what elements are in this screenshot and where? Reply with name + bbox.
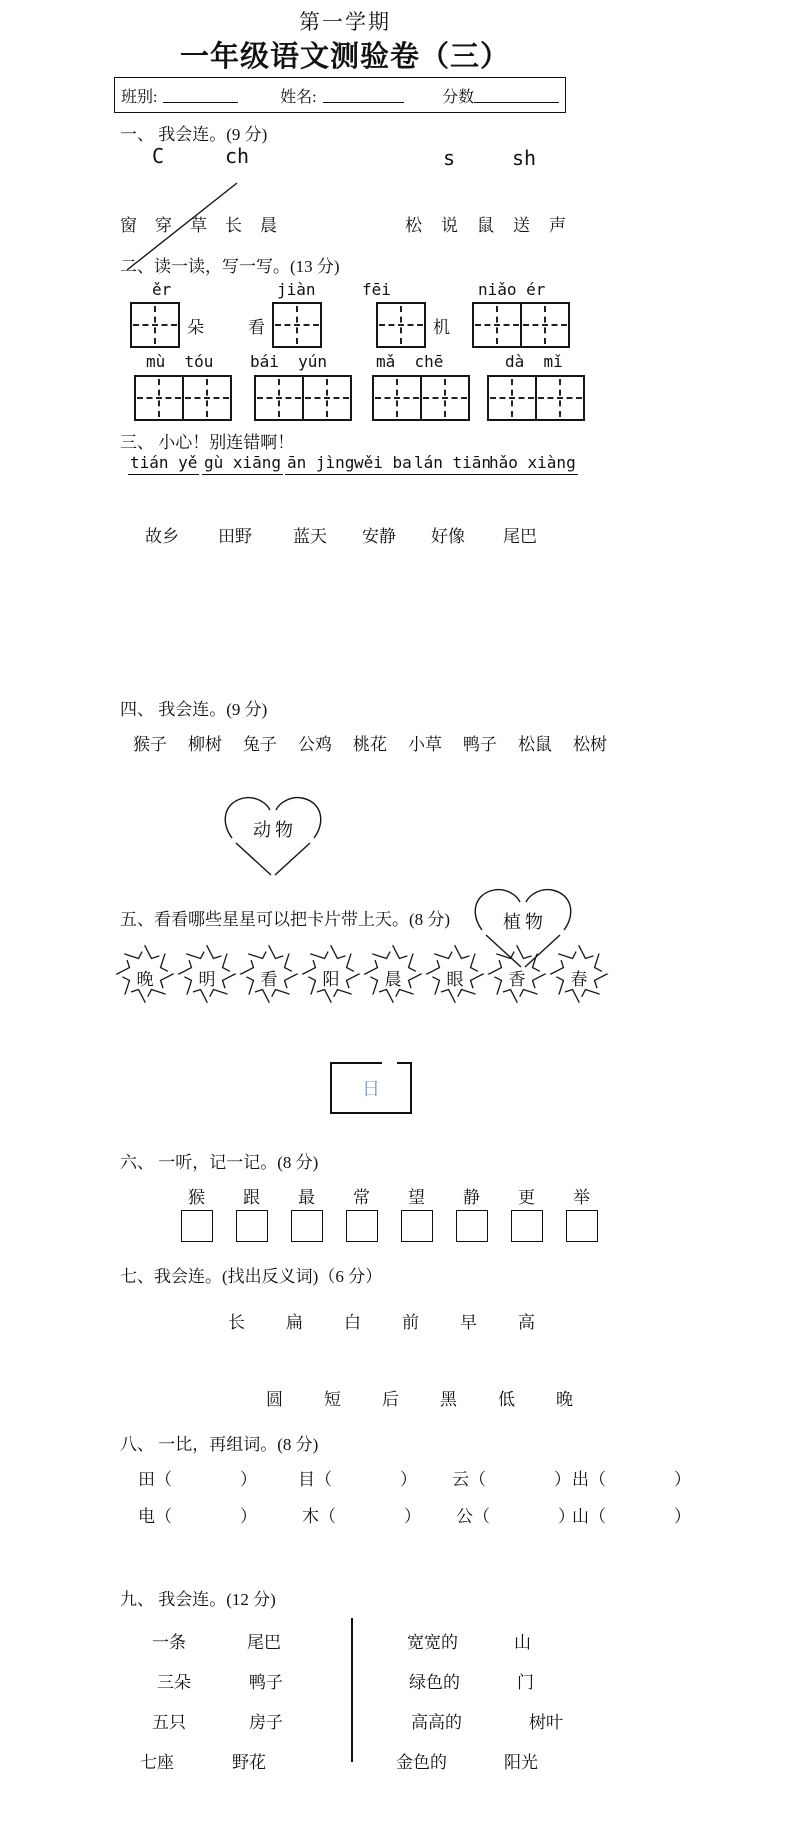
- noun-word: 阳光: [504, 1753, 538, 1772]
- star-char: 眼: [446, 970, 464, 989]
- initial-sh: sh: [512, 146, 537, 170]
- answer-blank[interactable]: （ ）: [315, 1470, 417, 1489]
- word: 蓝天: [293, 527, 327, 546]
- student-info-box: [114, 77, 566, 113]
- noun-word: 山: [514, 1633, 531, 1652]
- star-card: [488, 940, 546, 1010]
- noun-word: 鸭子: [249, 1673, 283, 1692]
- noun-word: 门: [517, 1673, 534, 1692]
- writing-grid[interactable]: [134, 375, 232, 421]
- writing-grid[interactable]: [130, 302, 180, 348]
- char: 白: [344, 1313, 361, 1332]
- class-label: 班别:: [121, 88, 158, 106]
- char: 高: [518, 1313, 535, 1332]
- writing-grid[interactable]: [376, 302, 426, 348]
- star-char: 看: [260, 970, 278, 989]
- group-label: 动物: [253, 820, 297, 840]
- count-word: 三朵: [157, 1673, 191, 1692]
- char: 长: [225, 216, 242, 235]
- answer-blank[interactable]: （ ）: [155, 1507, 257, 1526]
- group-label: 植物: [503, 912, 547, 932]
- word: 田野: [218, 527, 252, 546]
- compare-group[interactable]: [572, 1502, 691, 1527]
- answer-box[interactable]: [291, 1210, 323, 1242]
- box-gap: [382, 1062, 397, 1064]
- star-char: 春: [570, 970, 588, 989]
- write-group: [130, 302, 204, 348]
- noun-word: 野花: [232, 1753, 266, 1772]
- pinyin-word: tián yě: [128, 453, 199, 475]
- section-3-heading: 三、 小心！别连错啊！: [120, 433, 295, 452]
- answer-box[interactable]: [181, 1210, 213, 1242]
- section-1-heading: 一、 我会连。(9 分): [120, 125, 268, 144]
- term-title: 第一学期: [299, 10, 391, 34]
- char: 长: [228, 1313, 245, 1332]
- pinyin: bái yún: [250, 352, 328, 371]
- noun-word: 尾巴: [247, 1633, 281, 1652]
- adj-word: 绿色的: [409, 1673, 460, 1692]
- s1-chars-left: [120, 211, 277, 236]
- char: 更: [518, 1188, 535, 1207]
- given-char: 机: [433, 317, 450, 337]
- write-group: [248, 302, 322, 348]
- writing-grid[interactable]: [472, 302, 570, 348]
- writing-grid[interactable]: [254, 375, 352, 421]
- initial-ch: ch: [225, 144, 250, 168]
- word: 安静: [362, 527, 396, 546]
- answer-box[interactable]: [456, 1210, 488, 1242]
- char: 送: [513, 216, 530, 235]
- class-blank[interactable]: [163, 87, 238, 103]
- s7-row1: [228, 1308, 535, 1333]
- adj-word: 金色的: [396, 1753, 447, 1772]
- s6-answer-boxes: [181, 1210, 598, 1242]
- char: 鼠: [477, 216, 494, 235]
- star-char: 晨: [384, 970, 402, 989]
- compare-group[interactable]: [138, 1465, 257, 1490]
- char: 静: [463, 1188, 480, 1207]
- star-card: [550, 940, 608, 1010]
- char: 木: [302, 1507, 319, 1526]
- answer-blank[interactable]: （ ）: [473, 1507, 575, 1526]
- score-blank[interactable]: [474, 87, 559, 103]
- answer-blank[interactable]: （ ）: [319, 1507, 421, 1526]
- section-2-heading: 二、读一读，写一写。(13 分): [120, 257, 340, 276]
- char: 举: [573, 1188, 590, 1207]
- writing-grid[interactable]: [487, 375, 585, 421]
- pinyin-word: hǎo xiàng: [487, 453, 578, 475]
- char: 低: [498, 1390, 515, 1409]
- count-word: 五只: [152, 1713, 186, 1732]
- char: 山: [572, 1507, 589, 1526]
- word: 尾巴: [503, 527, 537, 546]
- star-card: [364, 940, 422, 1010]
- char: 晨: [260, 216, 277, 235]
- section-8-heading: 八、 一比，再组词。(8 分): [120, 1435, 319, 1454]
- given-char: 朵: [187, 317, 204, 337]
- answer-box[interactable]: [511, 1210, 543, 1242]
- pinyin-word: lán tiān: [412, 453, 493, 475]
- char: 望: [408, 1188, 425, 1207]
- compare-group[interactable]: [302, 1502, 421, 1527]
- section-9-heading: 九、 我会连。(12 分): [120, 1590, 276, 1609]
- char: 窗: [120, 216, 137, 235]
- compare-group[interactable]: [456, 1502, 575, 1527]
- word: 鸭子: [463, 735, 497, 754]
- sun-base-box[interactable]: [330, 1062, 412, 1114]
- pinyin: niǎo ér: [478, 280, 546, 299]
- char: 说: [441, 216, 458, 235]
- star-char: 香: [508, 970, 526, 989]
- char: 猴: [188, 1188, 205, 1207]
- pinyin-word: ān jìng: [285, 453, 356, 475]
- pinyin: dà mǐ: [505, 352, 563, 371]
- char: 草: [190, 216, 207, 235]
- char: 常: [353, 1188, 370, 1207]
- char: 黑: [440, 1390, 457, 1409]
- count-word: 七座: [140, 1753, 174, 1772]
- char: 目: [298, 1470, 315, 1489]
- write-group: [472, 302, 570, 348]
- star-card: [426, 940, 484, 1010]
- compare-group[interactable]: [452, 1465, 571, 1490]
- base-char: 日: [362, 1079, 380, 1099]
- star-card: [240, 940, 298, 1010]
- word: 故乡: [145, 527, 179, 546]
- word: 小草: [408, 735, 442, 754]
- word: 好像: [431, 527, 465, 546]
- char: 穿: [155, 216, 172, 235]
- write-group: [376, 302, 450, 348]
- char: 声: [549, 216, 566, 235]
- given-char: 看: [248, 317, 265, 337]
- s4-words: [133, 730, 607, 755]
- answer-box[interactable]: [346, 1210, 378, 1242]
- char: 公: [456, 1507, 473, 1526]
- pinyin: fēi: [362, 280, 391, 299]
- name-label: 姓名:: [280, 88, 317, 106]
- count-word: 一条: [152, 1633, 186, 1652]
- char: 扁: [286, 1313, 303, 1332]
- char: 圆: [266, 1390, 283, 1409]
- pinyin: jiàn: [277, 280, 316, 299]
- score-label: 分数: [442, 88, 475, 106]
- word: 松树: [573, 735, 607, 754]
- pinyin-word: gù xiāng: [202, 453, 283, 475]
- pinyin-word: wěi ba: [352, 453, 414, 475]
- s6-chars: [188, 1183, 590, 1208]
- s7-row2: [266, 1385, 573, 1410]
- star-char: 晚: [136, 970, 154, 989]
- answer-box[interactable]: [566, 1210, 598, 1242]
- char: 早: [460, 1313, 477, 1332]
- pinyin: ěr: [152, 280, 172, 299]
- initial-c: C: [152, 144, 165, 168]
- char: 电: [138, 1507, 155, 1526]
- noun-word: 房子: [249, 1713, 283, 1732]
- s1-chars-right: [405, 211, 566, 236]
- char: 松: [405, 216, 422, 235]
- section-6-heading: 六、 一听，记一记。(8 分): [120, 1153, 319, 1172]
- word: 兔子: [243, 735, 277, 754]
- char: 前: [402, 1313, 419, 1332]
- section-7-heading: 七、我会连。(找出反义词)（6 分）: [120, 1267, 383, 1286]
- char: 出: [572, 1470, 589, 1489]
- word: 桃花: [353, 735, 387, 754]
- column-divider: [351, 1618, 353, 1762]
- char: 后: [382, 1390, 399, 1409]
- word: 公鸡: [298, 735, 332, 754]
- compare-group[interactable]: [572, 1465, 691, 1490]
- answer-blank[interactable]: （ ）: [469, 1470, 571, 1489]
- noun-word: 树叶: [529, 1713, 563, 1732]
- char: 短: [324, 1390, 341, 1409]
- star-char: 阳: [322, 970, 340, 989]
- page-title: 一年级语文测验卷（三）: [179, 41, 510, 73]
- pinyin: mù tóu: [146, 352, 214, 371]
- word: 猴子: [133, 735, 167, 754]
- star-row: [116, 940, 608, 1010]
- writing-grid[interactable]: [372, 375, 470, 421]
- word: 柳树: [188, 735, 222, 754]
- compare-group[interactable]: [298, 1465, 417, 1490]
- word: 松鼠: [518, 735, 552, 754]
- char: 最: [298, 1188, 315, 1207]
- name-blank[interactable]: [323, 87, 404, 103]
- compare-group[interactable]: [138, 1502, 257, 1527]
- section-5-heading: 五、看看哪些星星可以把卡片带上天。(8 分): [120, 910, 451, 929]
- writing-grid[interactable]: [272, 302, 322, 348]
- answer-blank[interactable]: （ ）: [589, 1507, 691, 1526]
- animals-group: [218, 788, 328, 880]
- star-card: [116, 940, 174, 1010]
- char: 云: [452, 1470, 469, 1489]
- answer-blank[interactable]: （ ）: [155, 1470, 257, 1489]
- star-char: 明: [198, 970, 216, 989]
- adj-word: 高高的: [411, 1713, 462, 1732]
- char: 田: [138, 1470, 155, 1489]
- answer-box[interactable]: [236, 1210, 268, 1242]
- char: 晚: [556, 1390, 573, 1409]
- char: 跟: [243, 1188, 260, 1207]
- initial-s: s: [443, 146, 456, 170]
- adj-word: 宽宽的: [407, 1633, 458, 1652]
- pinyin: mǎ chē: [376, 352, 444, 371]
- star-card: [302, 940, 360, 1010]
- answer-box[interactable]: [401, 1210, 433, 1242]
- section-4-heading: 四、 我会连。(9 分): [120, 700, 268, 719]
- star-card: [178, 940, 236, 1010]
- answer-blank[interactable]: （ ）: [589, 1470, 691, 1489]
